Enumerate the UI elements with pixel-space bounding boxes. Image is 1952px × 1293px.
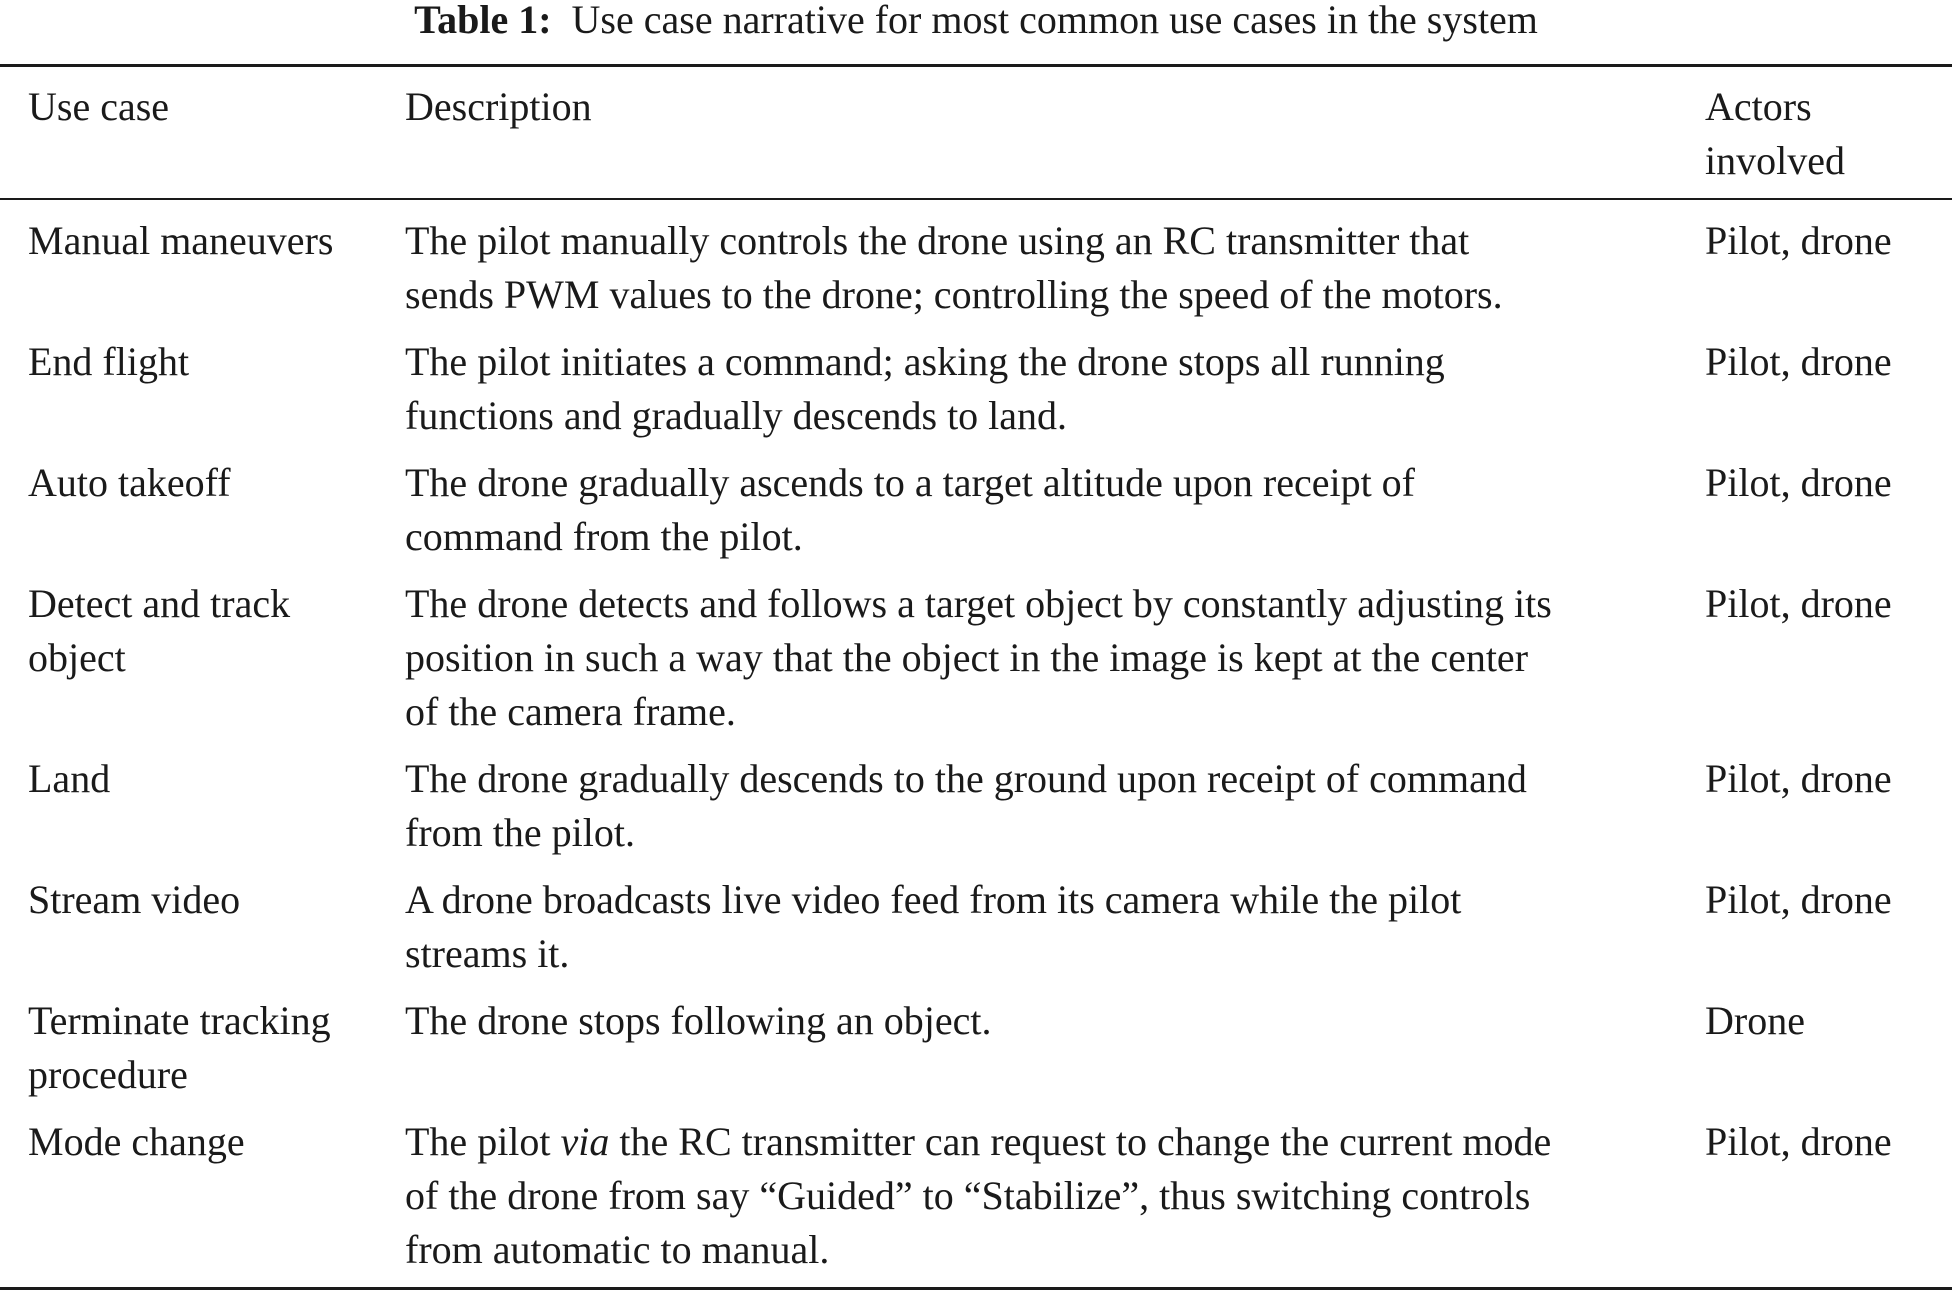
description-cell xyxy=(405,214,1503,322)
actors-cell: Pilot, drone xyxy=(1705,1119,1892,1164)
description-text: the RC transmitter can request to change the current mode xyxy=(609,1119,1552,1164)
use-case-cell xyxy=(28,994,331,1102)
header-actors-line2: involved xyxy=(1705,138,1845,183)
use-case-cell: End flight xyxy=(28,339,190,384)
table-caption-text: Use case narrative for most common use cases in the system xyxy=(571,0,1538,42)
description-line: sends PWM values to the drone; controlling the speed of the motors. xyxy=(405,272,1503,317)
actors-cell: Pilot, drone xyxy=(1705,218,1892,263)
use-case-cell: Auto takeoff xyxy=(28,460,231,505)
description-line xyxy=(405,1115,1551,1169)
actors-cell: Pilot, drone xyxy=(1705,877,1892,922)
description-cell xyxy=(405,1115,1551,1277)
description-line: The pilot initiates a command; asking the drone stops all running xyxy=(405,339,1445,384)
description-cell xyxy=(405,752,1527,860)
use-case-cell: Land xyxy=(28,756,111,801)
header-rule xyxy=(0,198,1952,200)
description-cell xyxy=(405,577,1552,739)
header-actors-line1: Actors xyxy=(1705,84,1812,129)
table-caption xyxy=(0,0,1952,40)
actors-cell: Pilot, drone xyxy=(1705,581,1892,626)
description-line: from the pilot. xyxy=(405,810,635,855)
description-line: The drone gradually descends to the ground upon receipt of command xyxy=(405,756,1527,801)
use-case-cell: Manual maneuvers xyxy=(28,218,334,263)
description-line: of the camera frame. xyxy=(405,689,736,734)
use-case-line: Terminate tracking xyxy=(28,998,331,1043)
use-case-cell xyxy=(28,577,290,685)
description-cell xyxy=(405,994,992,1048)
description-line: position in such a way that the object in the image is kept at the center xyxy=(405,635,1529,680)
use-case-line: Detect and track xyxy=(28,581,291,626)
description-line: The drone gradually ascends to a target altitude upon receipt of xyxy=(405,460,1415,505)
description-line: from automatic to manual. xyxy=(405,1227,830,1272)
use-case-cell: Stream video xyxy=(28,877,241,922)
description-line: streams it. xyxy=(405,931,570,976)
actors-cell: Pilot, drone xyxy=(1705,756,1892,801)
description-line: The drone stops following an object. xyxy=(405,998,992,1043)
header-actors xyxy=(1705,80,1845,188)
use-case-line: procedure xyxy=(28,1052,188,1097)
description-line: A drone broadcasts live video feed from its camera while the pilot xyxy=(405,877,1462,922)
header-description: Description xyxy=(405,84,592,129)
header-use-case: Use case xyxy=(28,84,170,129)
bottom-rule xyxy=(0,1287,1952,1290)
description-cell xyxy=(405,873,1461,981)
actors-cell: Pilot, drone xyxy=(1705,460,1892,505)
description-line: functions and gradually descends to land. xyxy=(405,393,1068,438)
use-case-cell: Mode change xyxy=(28,1119,245,1164)
table-label: Table 1: xyxy=(414,0,552,42)
description-line: The pilot manually controls the drone using an RC transmitter that xyxy=(405,218,1470,263)
use-case-line: object xyxy=(28,635,126,680)
actors-cell: Drone xyxy=(1705,998,1805,1043)
description-line: command from the pilot. xyxy=(405,514,803,559)
description-line: of the drone from say “Guided” to “Stabilize”, thus switching controls xyxy=(405,1173,1531,1218)
description-cell xyxy=(405,456,1415,564)
description-text: The pilot xyxy=(405,1119,561,1164)
description-emphasis: via xyxy=(560,1119,610,1164)
description-line: The drone detects and follows a target object by constantly adjusting its xyxy=(405,581,1552,626)
actors-cell: Pilot, drone xyxy=(1705,339,1892,384)
description-cell xyxy=(405,335,1445,443)
top-rule xyxy=(0,64,1952,67)
